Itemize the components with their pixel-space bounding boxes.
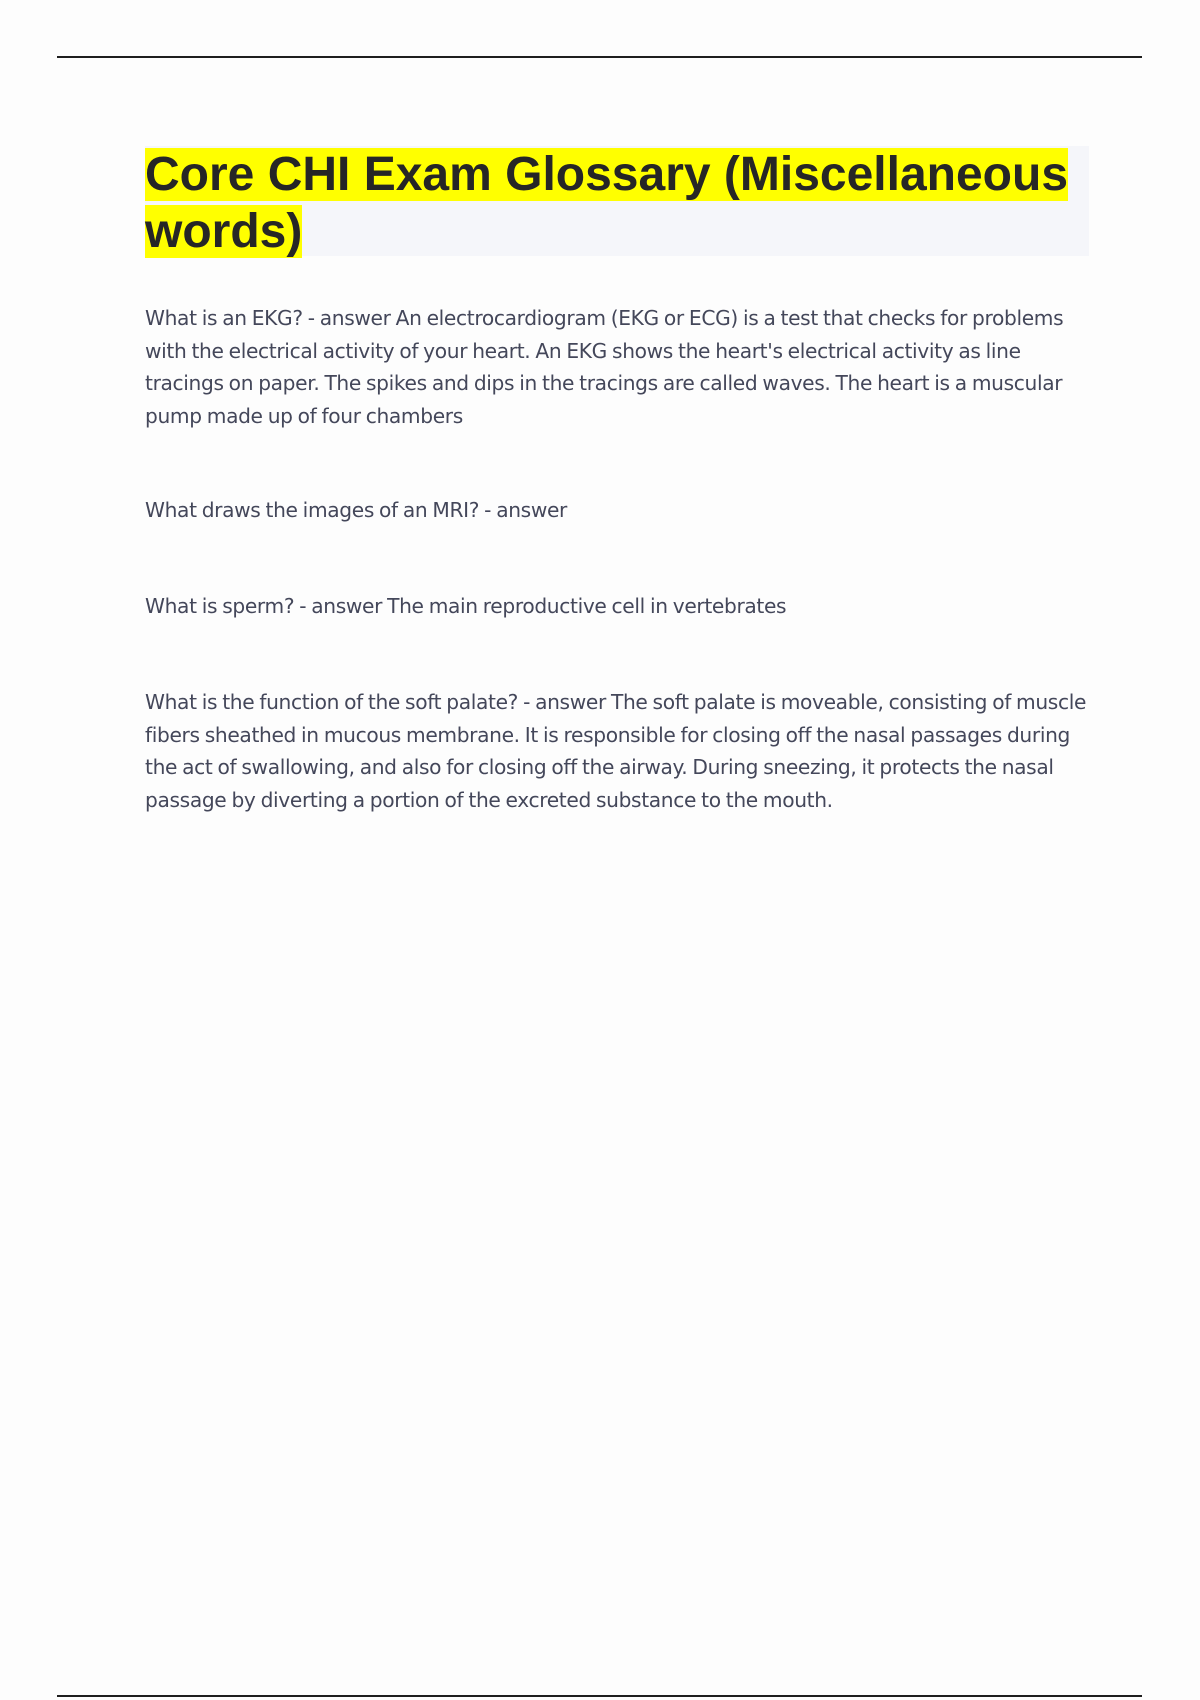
- glossary-entry-ekg: What is an EKG? - answer An electrocardiogram (EKG or ECG) is a test that checks for problems with the electrical activity of your heart. An EKG shows the heart's electrical activity as line tracings on paper. The spikes and dips in the tracings are called waves. The heart is a muscular pump made up of four chambers: [145, 306, 1064, 428]
- title-block: [145, 146, 1089, 256]
- header-divider: [57, 56, 1142, 58]
- document-title: [145, 146, 1089, 260]
- glossary-entry-sperm: What is sperm? - answer The main reproductive cell in vertebrates: [145, 594, 787, 618]
- footer-divider: [57, 1695, 1142, 1697]
- glossary-entry-mri: What draws the images of an MRI? - answer: [145, 498, 568, 522]
- glossary-entry-soft-palate: What is the function of the soft palate? - answer The soft palate is moveable, consisting of muscle fibers sheathed in mucous membrane. It is responsible for closing off the nasal passages during the act of swallowing, and also for closing off the airway. During sneezing, it protects the nasal passage by diverting a portion of the excreted substance to the mouth.: [145, 690, 1087, 812]
- document-title-highlight: Core CHI Exam Glossary (Miscellaneous words): [145, 148, 1069, 258]
